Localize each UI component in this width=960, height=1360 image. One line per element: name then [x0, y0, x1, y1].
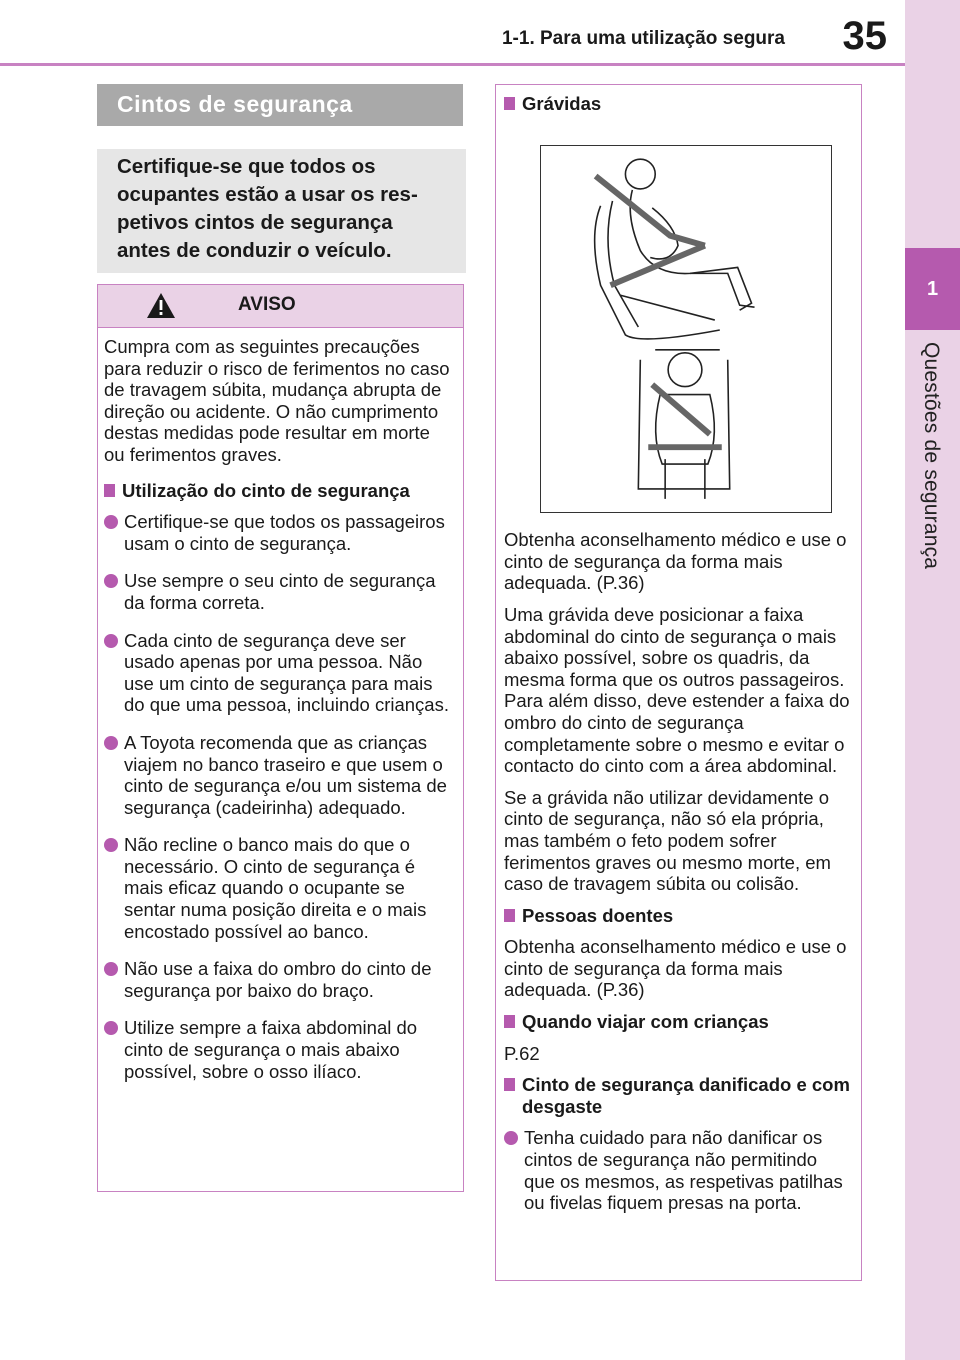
header-rule	[0, 63, 905, 66]
round-bullet-icon	[104, 634, 118, 648]
subheading	[504, 905, 853, 927]
list-item-text: Não use a faixa do ombro do cinto de segurança por baixo do braço.	[124, 958, 432, 1001]
intro-line: petivos cintos de segurança	[117, 211, 393, 234]
round-bullet-icon	[104, 515, 118, 529]
intro-line: Certifique-se que todos os	[117, 155, 376, 178]
intro-line: antes de conduzir o veículo.	[117, 239, 392, 262]
list-item-text: A Toyota recomenda que as crianças viajem no banco traseiro e que usem o cinto de segurança e/ou um sistema de segurança (cadeirinha) adequado.	[124, 731, 447, 818]
warning-box	[97, 284, 464, 1192]
square-bullet-icon	[504, 97, 515, 110]
round-bullet-icon	[104, 736, 118, 750]
list-item	[104, 630, 455, 716]
square-bullet-icon	[504, 1015, 515, 1028]
page-number: 35	[842, 14, 887, 58]
warning-triangle-icon	[146, 292, 176, 319]
square-bullet-icon	[504, 909, 515, 922]
list-item	[104, 834, 455, 942]
list-item	[104, 732, 455, 818]
round-bullet-icon	[104, 1021, 118, 1035]
square-bullet-icon	[104, 484, 115, 497]
page-reference-link[interactable]: P.62	[504, 1042, 540, 1064]
list-item-text: Certifique-se que todos os passageiros usam o cinto de segurança.	[124, 511, 445, 554]
paragraph: Obtenha aconselhamento médico e use o cinto de segurança da forma mais adequada. (P.36)	[504, 936, 847, 1001]
subheading-text: Utilização do cinto de segurança	[122, 479, 410, 501]
right-info-box	[495, 84, 862, 1281]
warning-text: Cumpra com as seguintes precauções para reduzir o risco de ferimentos no caso de travagem súbita, mudança abrupta de direção ou acidente. O não cumprimento destas medidas pode resultar em morte ou ferimentos graves.	[104, 336, 450, 465]
warning-header	[98, 285, 463, 328]
section-heading: Cintos de segurança	[97, 84, 463, 126]
paragraph: Se a grávida não utilizar devidamente o cinto de segurança, não só ela própria, mas também o feto podem sofrer ferimentos graves ou mesmo morte, em caso de travagem súbita ou colisão.	[504, 786, 831, 895]
round-bullet-icon	[504, 1131, 518, 1145]
subheading-text: Pessoas doentes	[522, 904, 674, 926]
chapter-number: 1	[905, 248, 960, 330]
list-item-text: Tenha cuidado para não danificar os cintos de segurança não permitindo que os mesmos, as respetivas patilhas ou fivelas fiquem presas na porta.	[524, 1127, 843, 1214]
list-item	[104, 958, 455, 1001]
list-item	[104, 511, 455, 554]
list-item-text: Use sempre o seu cinto de segurança da forma correta.	[124, 570, 436, 613]
square-bullet-icon	[504, 1078, 515, 1091]
list-item-text: Cada cinto de segurança deve ser usado apenas por uma pessoa. Não use um cinto de segurança para mais do que uma pessoa, incluindo crianças.	[124, 629, 449, 716]
warning-label: AVISO	[238, 294, 296, 315]
subheading-text: Quando viajar com crianças	[522, 1011, 769, 1033]
section-title-header: 1-1. Para uma utilização segura	[501, 28, 785, 49]
subheading-text: Grávidas	[522, 93, 602, 114]
chapter-side-tab	[905, 0, 960, 1360]
paragraph: Uma grávida deve posicionar a faixa abdominal do cinto de segurança o mais abaixo possível, sobre os quadris, da mesma forma que os outros passageiros. Para além disso, deve estender a faixa do ombro do cinto de segurança completamente sobre o mesmo e evitar o contacto do cinto com a área abdominal.	[504, 603, 850, 777]
subheading-text: Cinto de segurança danificado e com desgaste	[522, 1074, 850, 1117]
subheading	[504, 1074, 853, 1117]
subheading	[104, 480, 455, 502]
page-header	[0, 0, 905, 66]
round-bullet-icon	[104, 574, 118, 588]
subheading	[504, 1011, 853, 1033]
round-bullet-icon	[104, 962, 118, 976]
paragraph: Obtenha aconselhamento médico e use o cinto de segurança da forma mais adequada. (P.36)	[504, 529, 847, 594]
intro-line: ocupantes estão a usar os res-	[117, 183, 418, 206]
list-item-text: Não recline o banco mais do que o necessário. O cinto de segurança é mais eficaz quando o ocupante se sentar numa posição direita e o mais encostado possível ao banco.	[124, 834, 427, 942]
intro-box	[97, 149, 466, 273]
subheading	[504, 93, 853, 115]
list-item	[504, 1127, 853, 1213]
list-item-text: Utilize sempre a faixa abdominal do cinto de segurança o mais abaixo possível, sobre o osso ilíaco.	[124, 1017, 418, 1082]
list-item	[104, 1017, 455, 1082]
chapter-title: Questões de segurança	[920, 342, 943, 570]
list-item	[104, 570, 455, 613]
round-bullet-icon	[104, 838, 118, 852]
pregnant-seatbelt-illustration	[540, 145, 832, 513]
